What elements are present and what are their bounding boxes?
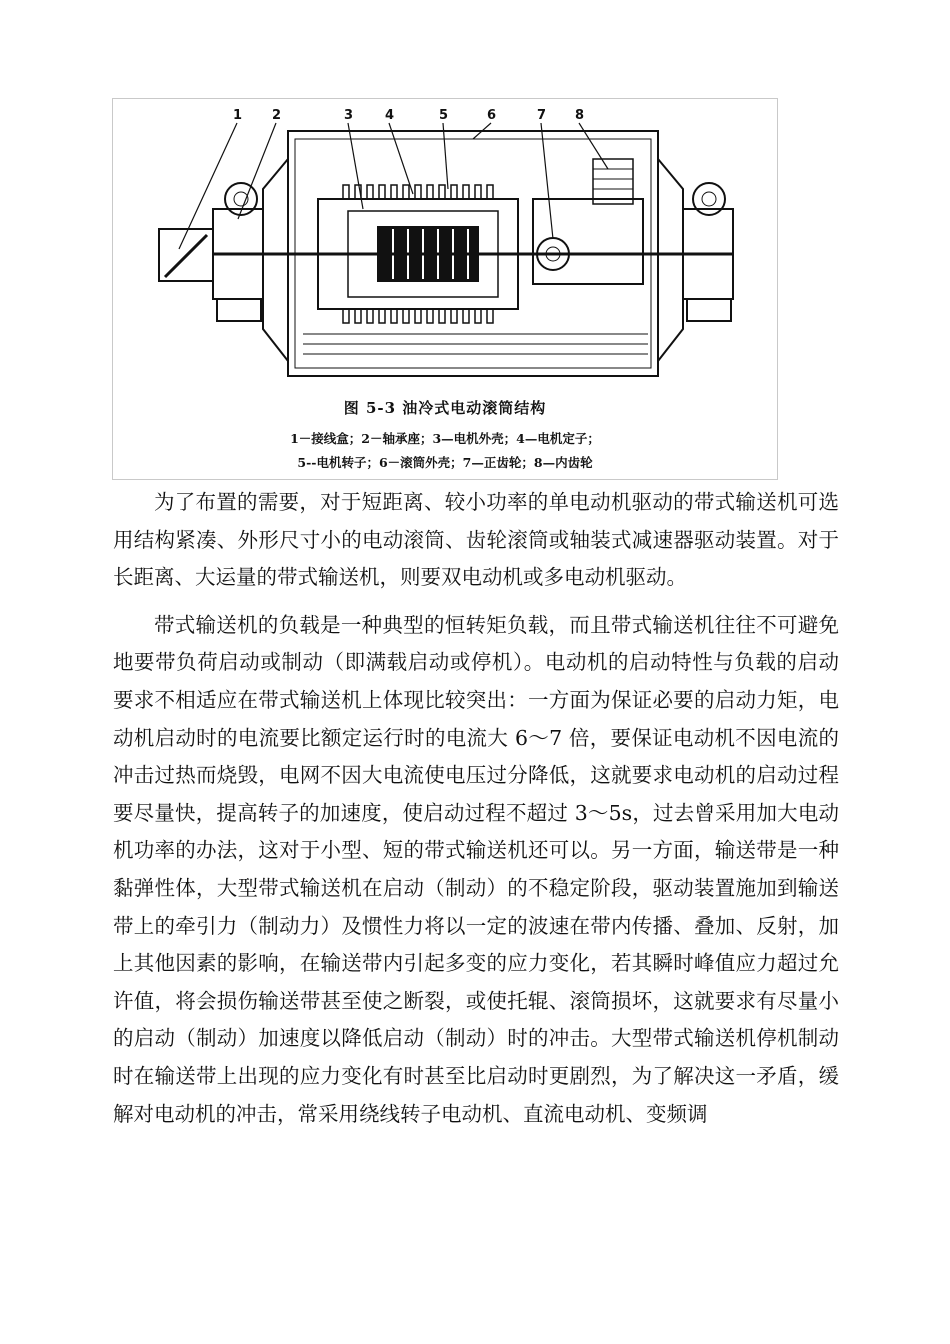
internal-gear: [593, 159, 633, 204]
figure-caption-title: 图 5-3 油冷式电动滚筒结构: [343, 399, 547, 417]
part-label-4: 4: [385, 108, 395, 123]
left-end-cover: [263, 159, 288, 361]
drum-structure-drawing: [113, 99, 777, 479]
part-label-5: 5: [439, 108, 449, 123]
paragraph-load-characteristics: 带式输送机的负载是一种典型的恒转矩负载，而且带式输送机往往不可避免地要带负荷启动或制动（即满载启动或停机）。电动机的启动特性与负载的启动要求不相适应在带式输送机上体现比较突出：一方面为保证必要的启动力矩，电动机启动时的电流要比额定运行时的电流大 6～7 倍，要保证电动机不因电流的冲击过热而烧毁，电网不因大电流使电压过分降低，这就要求电动机的启动过程要尽量快，提高转子的加速度，使启动过程不超过 3～5s，过去曾采用加大电动机功率的办法，这对于小型、短的带式输送机还可以。另一方面，输送带是一种黏弹性体，大型带式输送机在启动（制动）的不稳定阶段，驱动装置施加到输送带上的牵引力（制动力）及惯性力将以一定的波速在带内传播、叠加、反射，加上其他因素的影响，在输送带内引起多变的应力变化，若其瞬时峰值应力超过允许值，将会损伤输送带甚至使之断裂，或使托辊、滚筒损坏，这就要求有尽量小的启动（制动）加速度以降低启动（制动）时的冲击。大型带式输送机停机制动时在输送带上出现的应力变化有时甚至比启动时更剧烈，为了解决这一矛盾，缓解对电动机的冲击，常采用绕线转子电动机、直流电动机、变频调: [113, 612, 839, 1126]
part-label-2: 2: [272, 108, 282, 123]
part-label-7: 7: [537, 108, 547, 123]
part-label-1: 1: [233, 108, 243, 123]
right-end-cover: [658, 159, 683, 361]
figure-legend-line-2: 5--电机转子；6－滚筒外壳；7—正齿轮；8—内齿轮: [297, 455, 593, 470]
lifting-eye-right: [693, 183, 725, 215]
part-label-6: 6: [487, 108, 497, 123]
figure-legend-line-1: 1－接线盒；2－轴承座；3—电机外壳；4—电机定子；: [290, 431, 600, 446]
figure-5-3: [112, 98, 778, 480]
paragraph-drive-layout: 为了布置的需要，对于短距离、较小功率的单电动机驱动的带式输送机可选用结构紧凑、外形尺寸小的电动滚筒、齿轮滚筒或轴装式减速器驱动装置。对于长距离、大运量的带式输送机，则要双电动机或多电动机驱动。: [113, 490, 839, 590]
gearbox: [533, 199, 643, 284]
oil-fill: [303, 334, 648, 354]
body-text: [113, 484, 839, 1133]
part-label-3: 3: [344, 108, 354, 123]
part-label-8: 8: [575, 108, 585, 123]
